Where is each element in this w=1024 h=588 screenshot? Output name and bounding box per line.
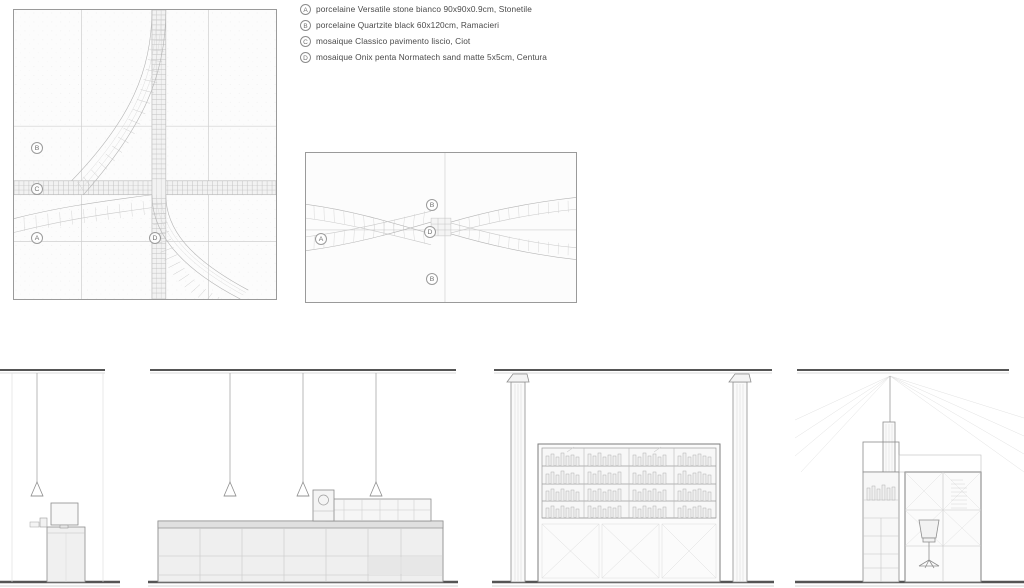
plan-right-tag-b-lower: B [426, 273, 438, 285]
legend-text-c: mosaique Classico pavimento liscio, Ciot [316, 36, 471, 46]
materials-legend [300, 2, 730, 66]
floor-plan-right [305, 152, 577, 303]
elevation-service-station [795, 360, 1024, 588]
floor-plan-left-drawing [14, 10, 276, 299]
elevation-bar-counter [148, 360, 458, 588]
floor-plan-left [13, 9, 277, 300]
floor-plan-right-drawing [306, 153, 576, 302]
plan-left-tag-d: D [149, 232, 161, 244]
legend-text-d: mosaique Onix penta Normatech sand matte 5x5cm, Centura [316, 52, 548, 62]
plan-left-tag-b: B [31, 142, 43, 154]
legend-key-b: B [300, 20, 311, 31]
elevation-back-bar-shelving [492, 360, 774, 588]
elevation-reception-drawing [0, 360, 120, 588]
legend-text-a: porcelaine Versatile stone bianco 90x90x0.9cm, Stonetile [316, 4, 532, 14]
plan-left-tag-a: A [31, 232, 43, 244]
plan-right-tag-a: A [315, 233, 327, 245]
plan-left-tag-c: C [31, 183, 43, 195]
legend-item [300, 34, 730, 48]
legend-key-a: A [300, 4, 311, 15]
elevation-reception [0, 360, 120, 588]
elevation-back-bar-drawing [492, 360, 774, 588]
elevation-service-station-drawing [795, 360, 1024, 588]
legend-key-c: C [300, 36, 311, 47]
plan-right-tag-b-upper: B [426, 199, 438, 211]
elevation-bar-counter-drawing [148, 360, 458, 588]
plan-right-tag-d: D [424, 226, 436, 238]
legend-key-d: D [300, 52, 311, 63]
legend-item [300, 50, 730, 64]
legend-item [300, 18, 730, 32]
legend-item [300, 2, 730, 16]
legend-text-b: porcelaine Quartzite black 60x120cm, Ramacieri [316, 20, 500, 30]
